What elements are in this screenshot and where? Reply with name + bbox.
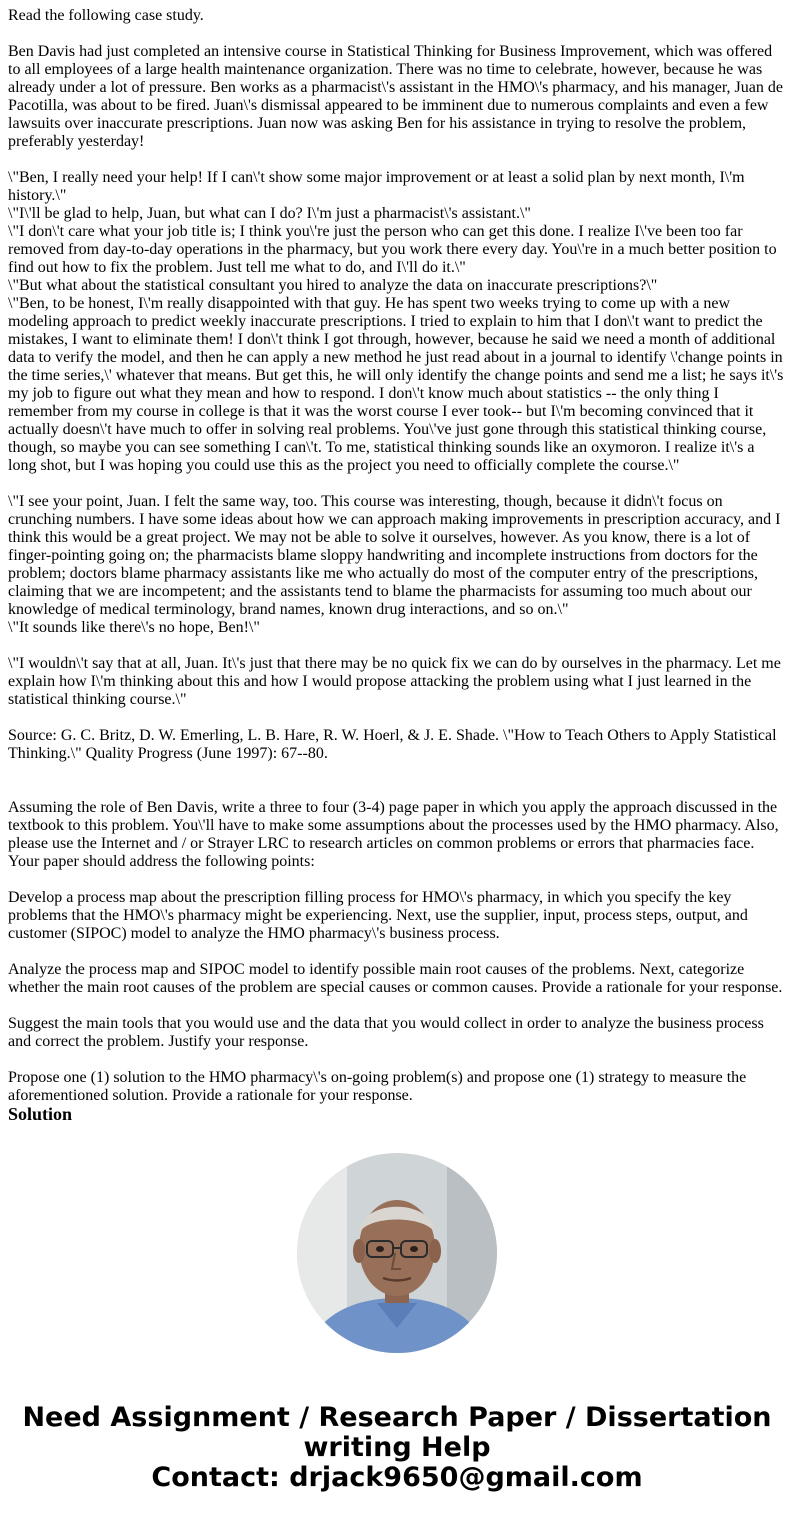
solution-heading: Solution bbox=[8, 1104, 73, 1124]
source-citation: Source: G. C. Britz, D. W. Emerling, L. B. Hare, R. W. Hoerl, & J. E. Shade. \"How to Teach Others to Apply Statistical Thinking.\" Quality Progress (June 1997): 67--80. bbox=[8, 727, 777, 762]
author-photo bbox=[297, 1153, 497, 1353]
dialogue-line: \"Ben, to be honest, I\'m really disappointed with that guy. He has spent two weeks trying to come up with a new modeling approach to predict weekly inaccurate prescriptions. I tried to explain to him that I don\'t want to predict the mistakes, I want to eliminate them! I don\'t think I got through, however, because he said we need a month of additional data to verify the model, and then he can apply a new method he just read about in a journal to identify \'change points in the time series,\' whatever that means. But get this, he will only identify the change points and send me a list; he says it\'s my job to figure out what they mean and how to respond. I don\'t know much about statistics -- the only thing I remember from my course in college is that it was the worst course I ever took-- but I\'m becoming convinced that it actually doesn\'t have much to offer in solving real problems. You\'ve just gone through this statistical thinking course, though, so maybe you can see something I can\'t. To me, statistical thinking sounds like an oxymoron. I realize it\'s a long shot, but I was hoping you could use this as the project you need to officially complete the course.\" bbox=[8, 295, 784, 474]
dialogue-line: \"I don\'t care what your job title is; I think you\'re just the person who can get this done. I realize I\'ve been too far removed from day-to-day operations in the pharmacy, but you work there every day. You\'re in a much better position to find out how to fix the problem. Just tell me what to do, and I\'ll do it.\" bbox=[8, 223, 777, 276]
assignment-point: Propose one (1) solution to the HMO pharmacy\'s on-going problem(s) and propose one (1) strategy to measure the aforementioned solution. Provide a rationale for your response. bbox=[8, 1069, 747, 1104]
dialogue-line: \"It sounds like there\'s no hope, Ben!\" bbox=[8, 619, 260, 636]
portrait-image bbox=[297, 1153, 497, 1353]
dialogue-line: \"I\'ll be glad to help, Juan, but what can I do? I\'m just a pharmacist\'s assistant.\" bbox=[8, 205, 531, 222]
banner-contact-line: Contact: drjack9650@gmail.com bbox=[151, 1462, 643, 1493]
intro-line: Read the following case study. bbox=[8, 7, 204, 24]
banner-line-2: writing Help bbox=[303, 1432, 491, 1463]
case-paragraph: Ben Davis had just completed an intensive course in Statistical Thinking for Business Improvement, which was offered to all employees of a large health maintenance organization. There was no time to celebrate, however, because he was already under a lot of pressure. Ben works as a pharmacist\'s assistant in the HMO\'s pharmacy, and his manager, Juan de Pacotilla, was about to be fired. Juan\'s dismissal appeared to be imminent due to numerous complaints and even a few lawsuits over inaccurate prescriptions. Juan now was asking Ben for his assistance in trying to resolve the problem, preferably yesterday! bbox=[8, 43, 783, 150]
assignment-instructions: Assuming the role of Ben Davis, write a three to four (3-4) page paper in which you apply the approach discussed in the textbook to this problem. You\'ll have to make some assumptions about the processes used by the HMO pharmacy. Also, please use the Internet and / or Strayer LRC to research articles on common problems or errors that pharmacies face. Your paper should address the following points: bbox=[8, 799, 779, 870]
assignment-point: Analyze the process map and SIPOC model to identify possible main root causes of the problems. Next, categorize whether the main root causes of the problem are special causes or common causes. Provide a rationale for your response. bbox=[8, 961, 783, 996]
dialogue-line: \"But what about the statistical consultant you hired to analyze the data on inaccurate prescriptions?\" bbox=[8, 277, 658, 294]
dialogue-line: \"I wouldn\'t say that at all, Juan. It\'s just that there may be no quick fix we can do by ourselves in the pharmacy. Let me explain how I\'m thinking about this and how I would propose attacking the problem using what I just learned in the statistical thinking course.\" bbox=[8, 655, 781, 708]
dialogue-line: \"I see your point, Juan. I felt the same way, too. This course was interesting, though, because it didn\'t focus on crunching numbers. I have some ideas about how we can approach making improvements in prescription accuracy, and I think this would be a great project. We may not be able to solve it ourselves, however. As you know, there is a lot of finger-pointing going on; the pharmacists blame sloppy handwriting and incomplete instructions from doctors for the problem; doctors blame pharmacy assistants like me who actually do most of the computer entry of the prescriptions, claiming that we are incompetent; and the assistants tend to blame the pharmacists for assuming too much about our knowledge of medical terminology, brand names, known drug interactions, and so on.\" bbox=[8, 493, 781, 618]
case-study-text bbox=[8, 7, 786, 1125]
contact-banner bbox=[0, 1403, 794, 1493]
banner-line-1: Need Assignment / Research Paper / Dissertation bbox=[22, 1402, 772, 1433]
assignment-point: Suggest the main tools that you would use and the data that you would collect in order to analyze the business process and correct the problem. Justify your response. bbox=[8, 1015, 764, 1050]
assignment-point: Develop a process map about the prescription filling process for HMO\'s pharmacy, in which you specify the key problems that the HMO\'s pharmacy might be experiencing. Next, use the supplier, input, process steps, output, and customer (SIPOC) model to analyze the HMO pharmacy\'s business process. bbox=[8, 889, 748, 942]
dialogue-line: \"Ben, I really need your help! If I can\'t show some major improvement or at least a solid plan by next month, I\'m history.\" bbox=[8, 169, 745, 204]
